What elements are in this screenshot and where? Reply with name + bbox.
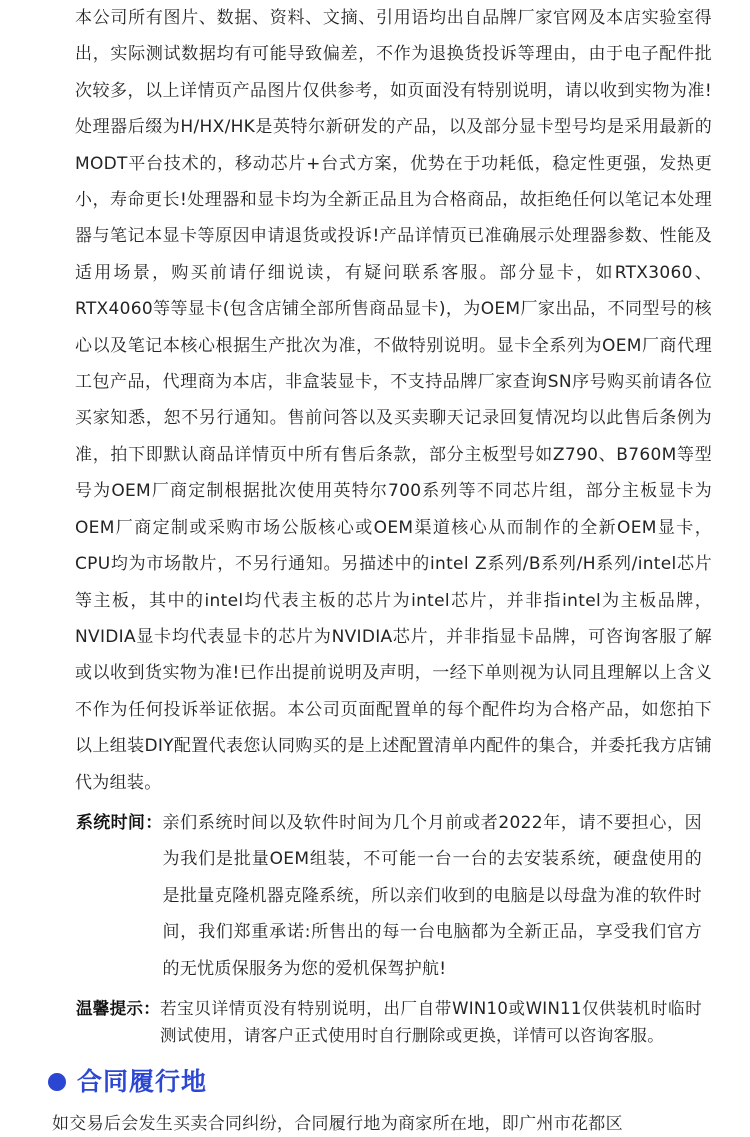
warm-tip-block bbox=[76, 995, 702, 1049]
warm-tip-text: 若宝贝详情页没有特别说明，出厂自带WIN10或WIN11仅供装机时临时测试使用，请客户正式使用时自行删除或更换，详情可以咨询客服。 bbox=[160, 998, 702, 1045]
system-time-block bbox=[76, 805, 702, 987]
warm-tip-label: 温馨提示： bbox=[76, 998, 160, 1018]
bullet-circle-icon bbox=[48, 1073, 66, 1091]
disclaimer-paragraph: 本公司所有图片、数据、资料、文摘、引用语均出自品牌厂家官网及本店实验室得出，实际测试数据均有可能导致偏差，不作为退换货投诉等理由，由于电子配件批次较多，以上详情页产品图片仅供参考，如页面没有特别说明，请以收到实物为准!处理器后缀为H/HX/HK是英特尔新研发的产品，以及部分显卡型号均是采用最新的MODT平台技术的，移动芯片+台式方案，优势在于功耗低，稳定性更强，发热更小，寿命更长!处理器和显卡均为全新正品且为合格商品，故拒绝任何以笔记本处理器与笔记本显卡等原因申请退货或投诉!产品详情页已准确展示处理器参数、性能及适用场景，购买前请仔细说读，有疑问联系客服。部分显卡，如RTX3060、RTX4060等等显卡(包含店铺全部所售商品显卡)，为OEM厂家出品，不同型号的核心以及笔记本核心根据生产批次为准，不做特别说明。显卡全系列为OEM厂商代理工包产品，代理商为本店，非盒装显卡，不支持品牌厂家查询SN序号购买前请各位买家知悉，恕不另行通知。售前问答以及买卖聊天记录回复情况均以此售后条例为准，拍下即默认商品详情页中所有售后条款，部分主板型号如Z790、B760M等型号为OEM厂商定制根据批次使用英特尔700系列等不同芯片组，部分主板显卡为OEM厂商定制或采购市场公版核心或OEM渠道核心从而制作的全新OEM显卡，CPU均为市场散片，不另行通知。另描述中的intel Z系列/B系列/H系列/intel芯片等主板，其中的intel均代表主板的芯片为intel芯片，并非指intel为主板品牌，NVIDIA显卡均代表显卡的芯片为NVIDIA芯片，并非指显卡品牌，可咨询客服了解或以收到货实物为准!已作出提前说明及声明，一经下单则视为认同且理解以上含义不作为任何投诉举证依据。本公司页面配置单的每个配件均为合格产品，如您拍下以上组装DIY配置代表您认同购买的是上述配置清单内配件的集合，并委托我方店铺代为组装。 bbox=[75, 8, 712, 793]
contract-section-title: 合同履行地 bbox=[77, 1066, 208, 1096]
contract-location-text: 如交易后会发生买卖合同纠纷，合同履行地为商家所在地，即广州市花都区 bbox=[52, 1113, 623, 1134]
system-time-label: 系统时间： bbox=[76, 812, 163, 833]
contract-section-heading bbox=[48, 1067, 710, 1097]
system-time-text: 亲们系统时间以及软件时间为几个月前或者2022年，请不要担心，因为我们是批量OEM组装，不可能一台一台的去安装系统，硬盘使用的是批量克隆机器克隆系统，所以亲们收到的电脑是以母盘为准的软件时间，我们郑重承诺:所售出的每一台电脑都为全新正品，享受我们官方的无忧质保服务为您的爱机保驾护航! bbox=[162, 812, 702, 979]
